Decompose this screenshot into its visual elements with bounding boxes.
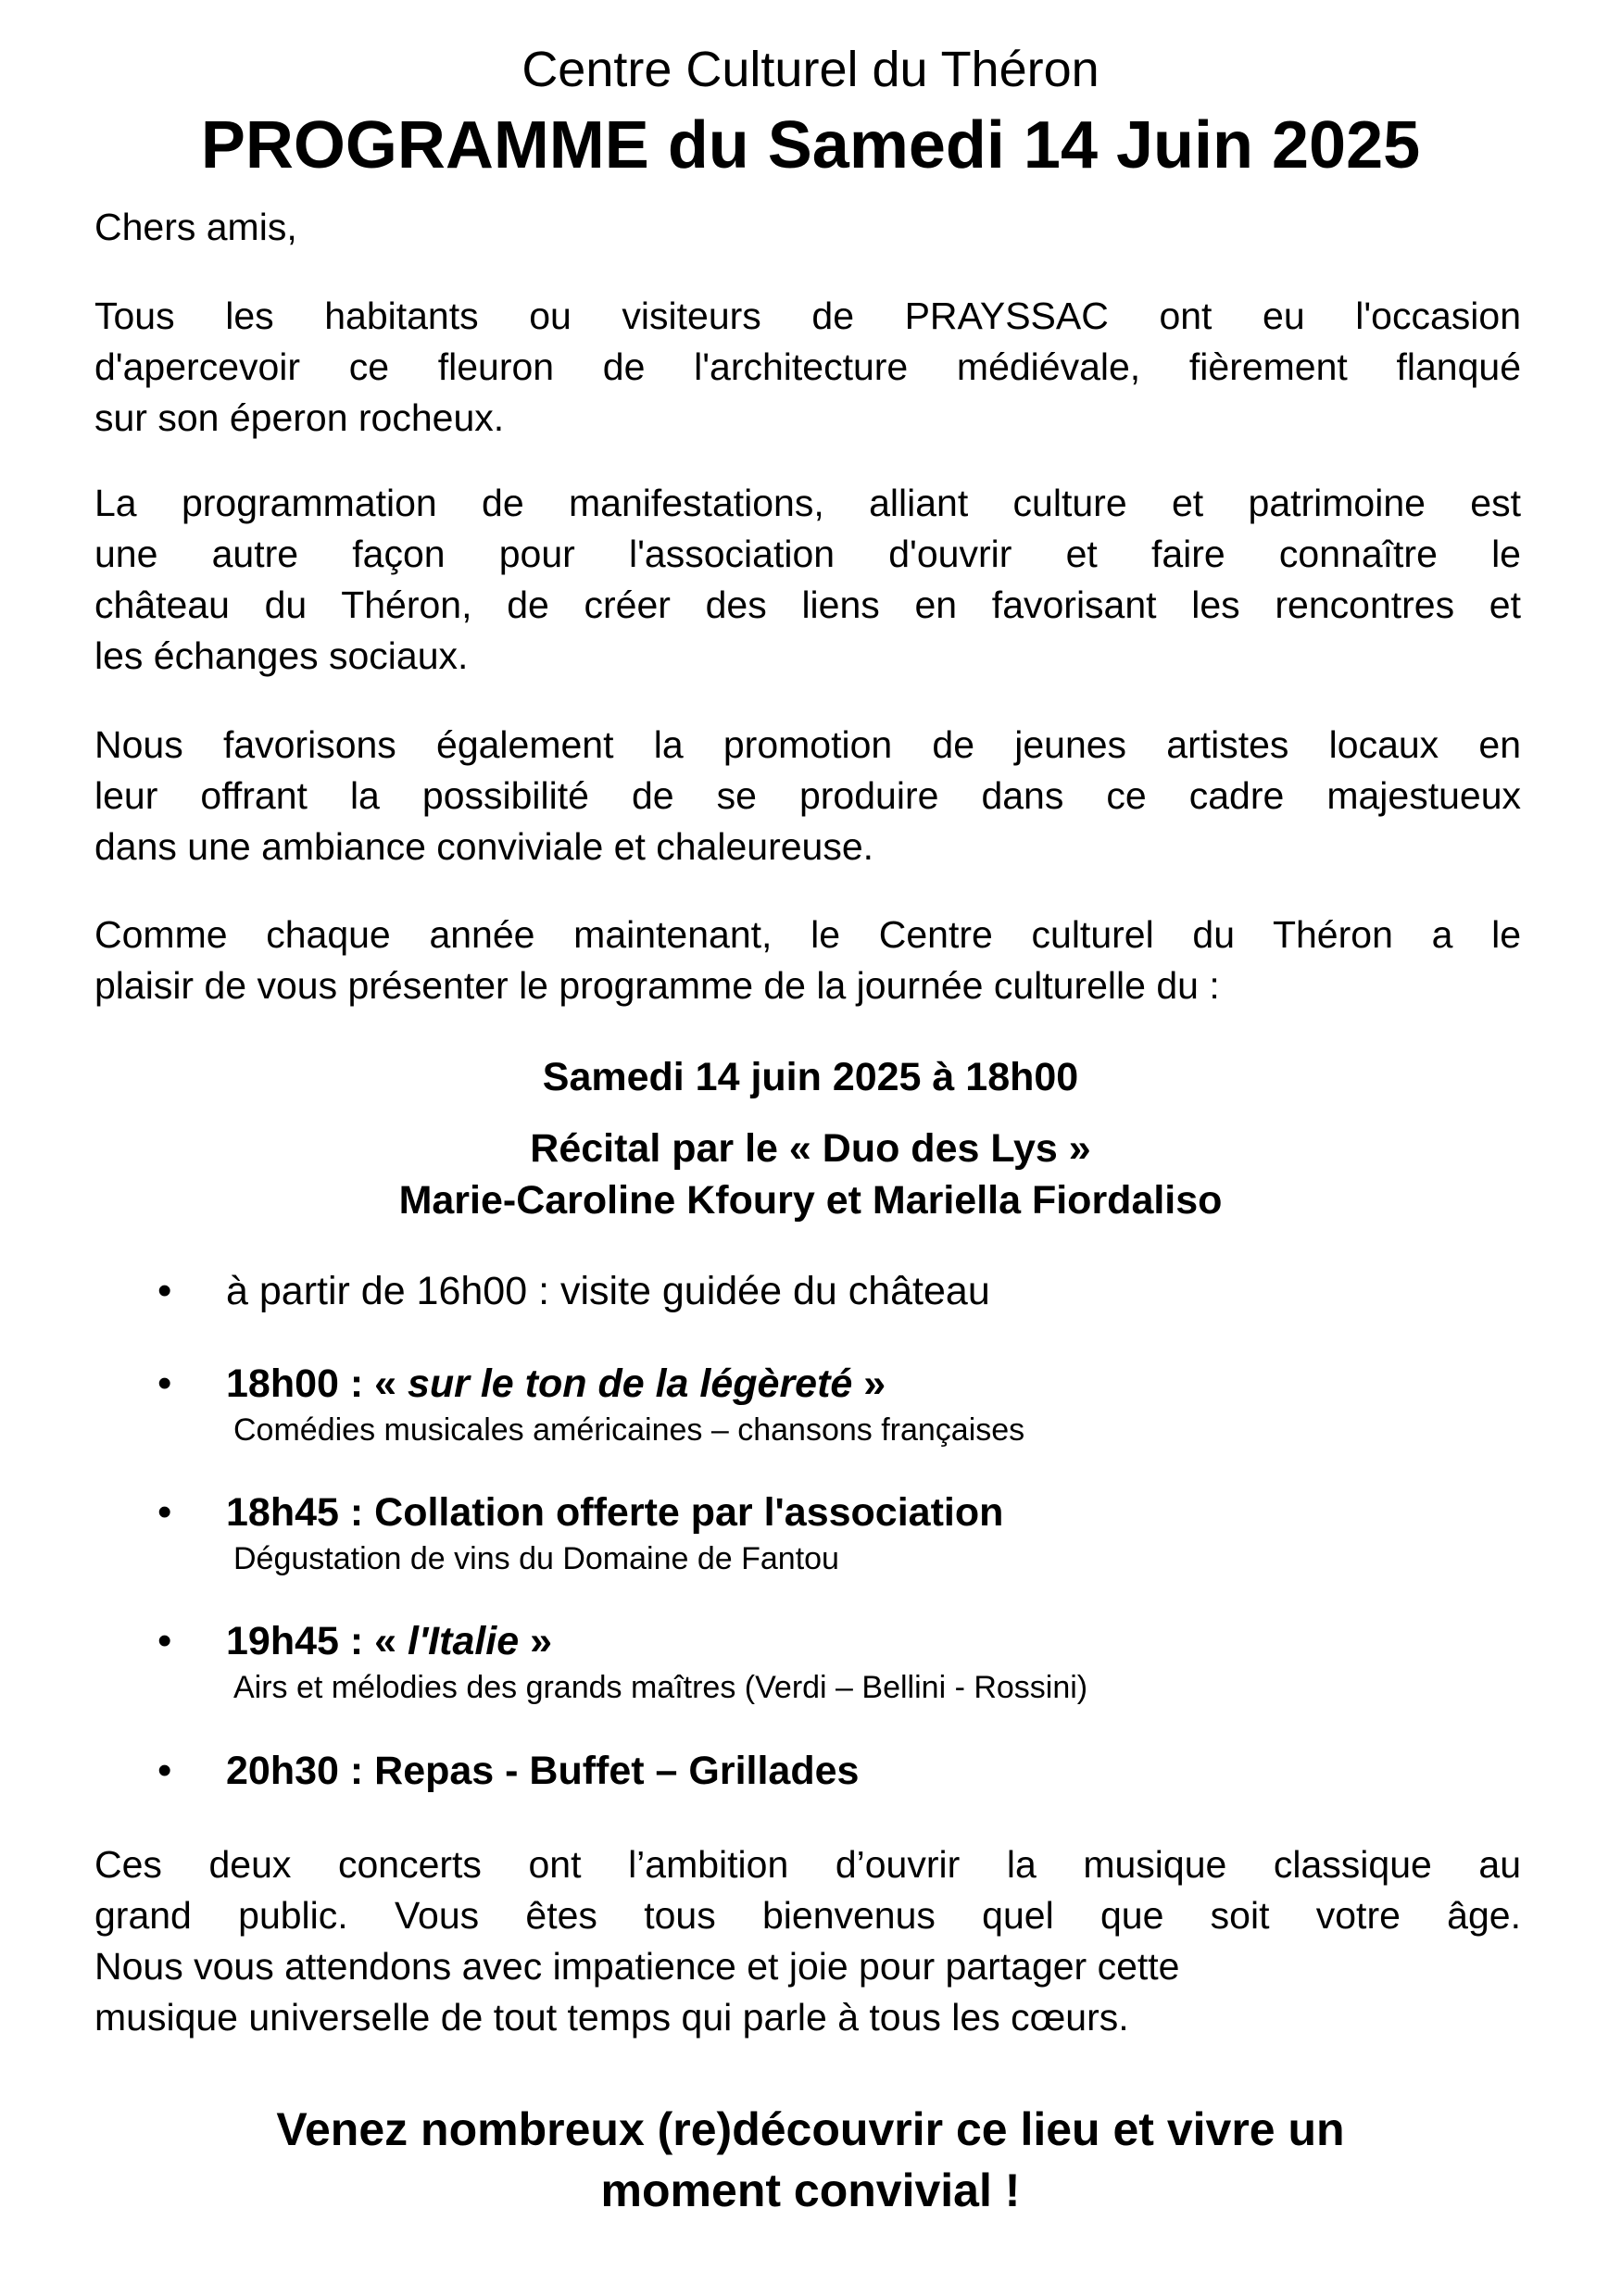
paragraph-line: Ces deux concerts ont l’ambition d’ouvrir la musique classique au [94, 1843, 1521, 1886]
schedule-item-text [226, 1265, 990, 1317]
schedule-item-detail: Comédies musicales américaines – chansons françaises [233, 1412, 1025, 1448]
page-title: PROGRAMME du Samedi 14 Juin 2025 [200, 108, 1421, 182]
schedule-item-text [226, 1745, 859, 1797]
paragraph-line: Comme chaque année maintenant, le Centre culturel du Théron a le [94, 913, 1521, 956]
paragraph-line: plaisir de vous présenter le programme de la journée culturelle du : [94, 964, 1220, 1007]
schedule-item-suffix: » [519, 1619, 553, 1663]
salutation: Chers amis, [94, 206, 297, 248]
performers: Marie-Caroline Kfoury et Mariella Fiordaliso [398, 1178, 1223, 1223]
paragraph-line: Tous les habitants ou visiteurs de PRAYSSAC ont eu l'occasion [94, 295, 1521, 337]
paragraph-line: une autre façon pour l'association d'ouvrir et faire connaître le [94, 533, 1521, 575]
schedule-item-detail: Dégustation de vins du Domaine de Fantou [233, 1541, 839, 1576]
paragraph-line: château du Théron, de créer des liens en favorisant les rencontres et [94, 583, 1521, 626]
schedule-item-title: l'Italie [408, 1619, 520, 1663]
paragraph-line: Nous favorisons également la promotion de jeunes artistes locaux en [94, 723, 1521, 766]
event-date: Samedi 14 juin 2025 à 18h00 [542, 1055, 1079, 1099]
closing-line-2: moment convivial ! [600, 2164, 1021, 2216]
schedule-item-label: à partir de 16h00 : visite guidée du château [226, 1269, 990, 1313]
paragraph-line: musique universelle de tout temps qui parle à tous les cœurs. [94, 1996, 1129, 2039]
intro-paragraph-1 [94, 291, 1521, 444]
recital-title: Récital par le « Duo des Lys » [530, 1126, 1091, 1171]
schedule-item-label: 19h45 : « [226, 1619, 408, 1663]
schedule-item-text [226, 1615, 552, 1667]
schedule-item-label: 18h00 : « [226, 1361, 408, 1406]
paragraph-line: grand public. Vous êtes tous bienvenus quel que soit votre âge. [94, 1894, 1521, 1937]
bullet-icon: • [157, 1618, 172, 1663]
paragraph-line: d'apercevoir ce fleuron de l'architecture médiévale, fièrement flanqué [94, 345, 1521, 388]
bullet-icon: • [157, 1489, 172, 1535]
schedule-item-label: 20h30 : Repas - Buffet – Grillades [226, 1749, 860, 1793]
bullet-icon: • [157, 1748, 172, 1793]
schedule-item-text [226, 1487, 1003, 1538]
schedule-item-label: 18h45 : Collation offerte par l'association [226, 1490, 1004, 1535]
intro-paragraph-3 [94, 720, 1521, 872]
paragraph-line: Nous vous attendons avec impatience et joie pour partager cette [94, 1945, 1180, 1988]
bullet-icon: • [157, 1361, 172, 1406]
outro-paragraph [94, 1839, 1521, 2043]
paragraph-line: La programmation de manifestations, alliant culture et patrimoine est [94, 482, 1521, 524]
schedule-item-suffix: » [852, 1361, 886, 1406]
schedule-item-title: sur le ton de la légèreté [408, 1361, 853, 1406]
bullet-icon: • [157, 1268, 172, 1313]
paragraph-line: les échanges sociaux. [94, 634, 469, 677]
intro-paragraph-4 [94, 910, 1521, 1011]
schedule-item-detail: Airs et mélodies des grands maîtres (Verdi – Bellini - Rossini) [233, 1670, 1088, 1705]
schedule-item-text [226, 1358, 886, 1410]
paragraph-line: leur offrant la possibilité de se produire dans ce cadre majestueux [94, 774, 1521, 817]
intro-paragraph-2 [94, 478, 1521, 682]
organization-name: Centre Culturel du Théron [521, 42, 1100, 97]
paragraph-line: sur son éperon rocheux. [94, 396, 505, 439]
paragraph-line: dans une ambiance conviviale et chaleureuse. [94, 825, 874, 868]
closing-line-1: Venez nombreux (re)découvrir ce lieu et vivre un [276, 2103, 1345, 2155]
